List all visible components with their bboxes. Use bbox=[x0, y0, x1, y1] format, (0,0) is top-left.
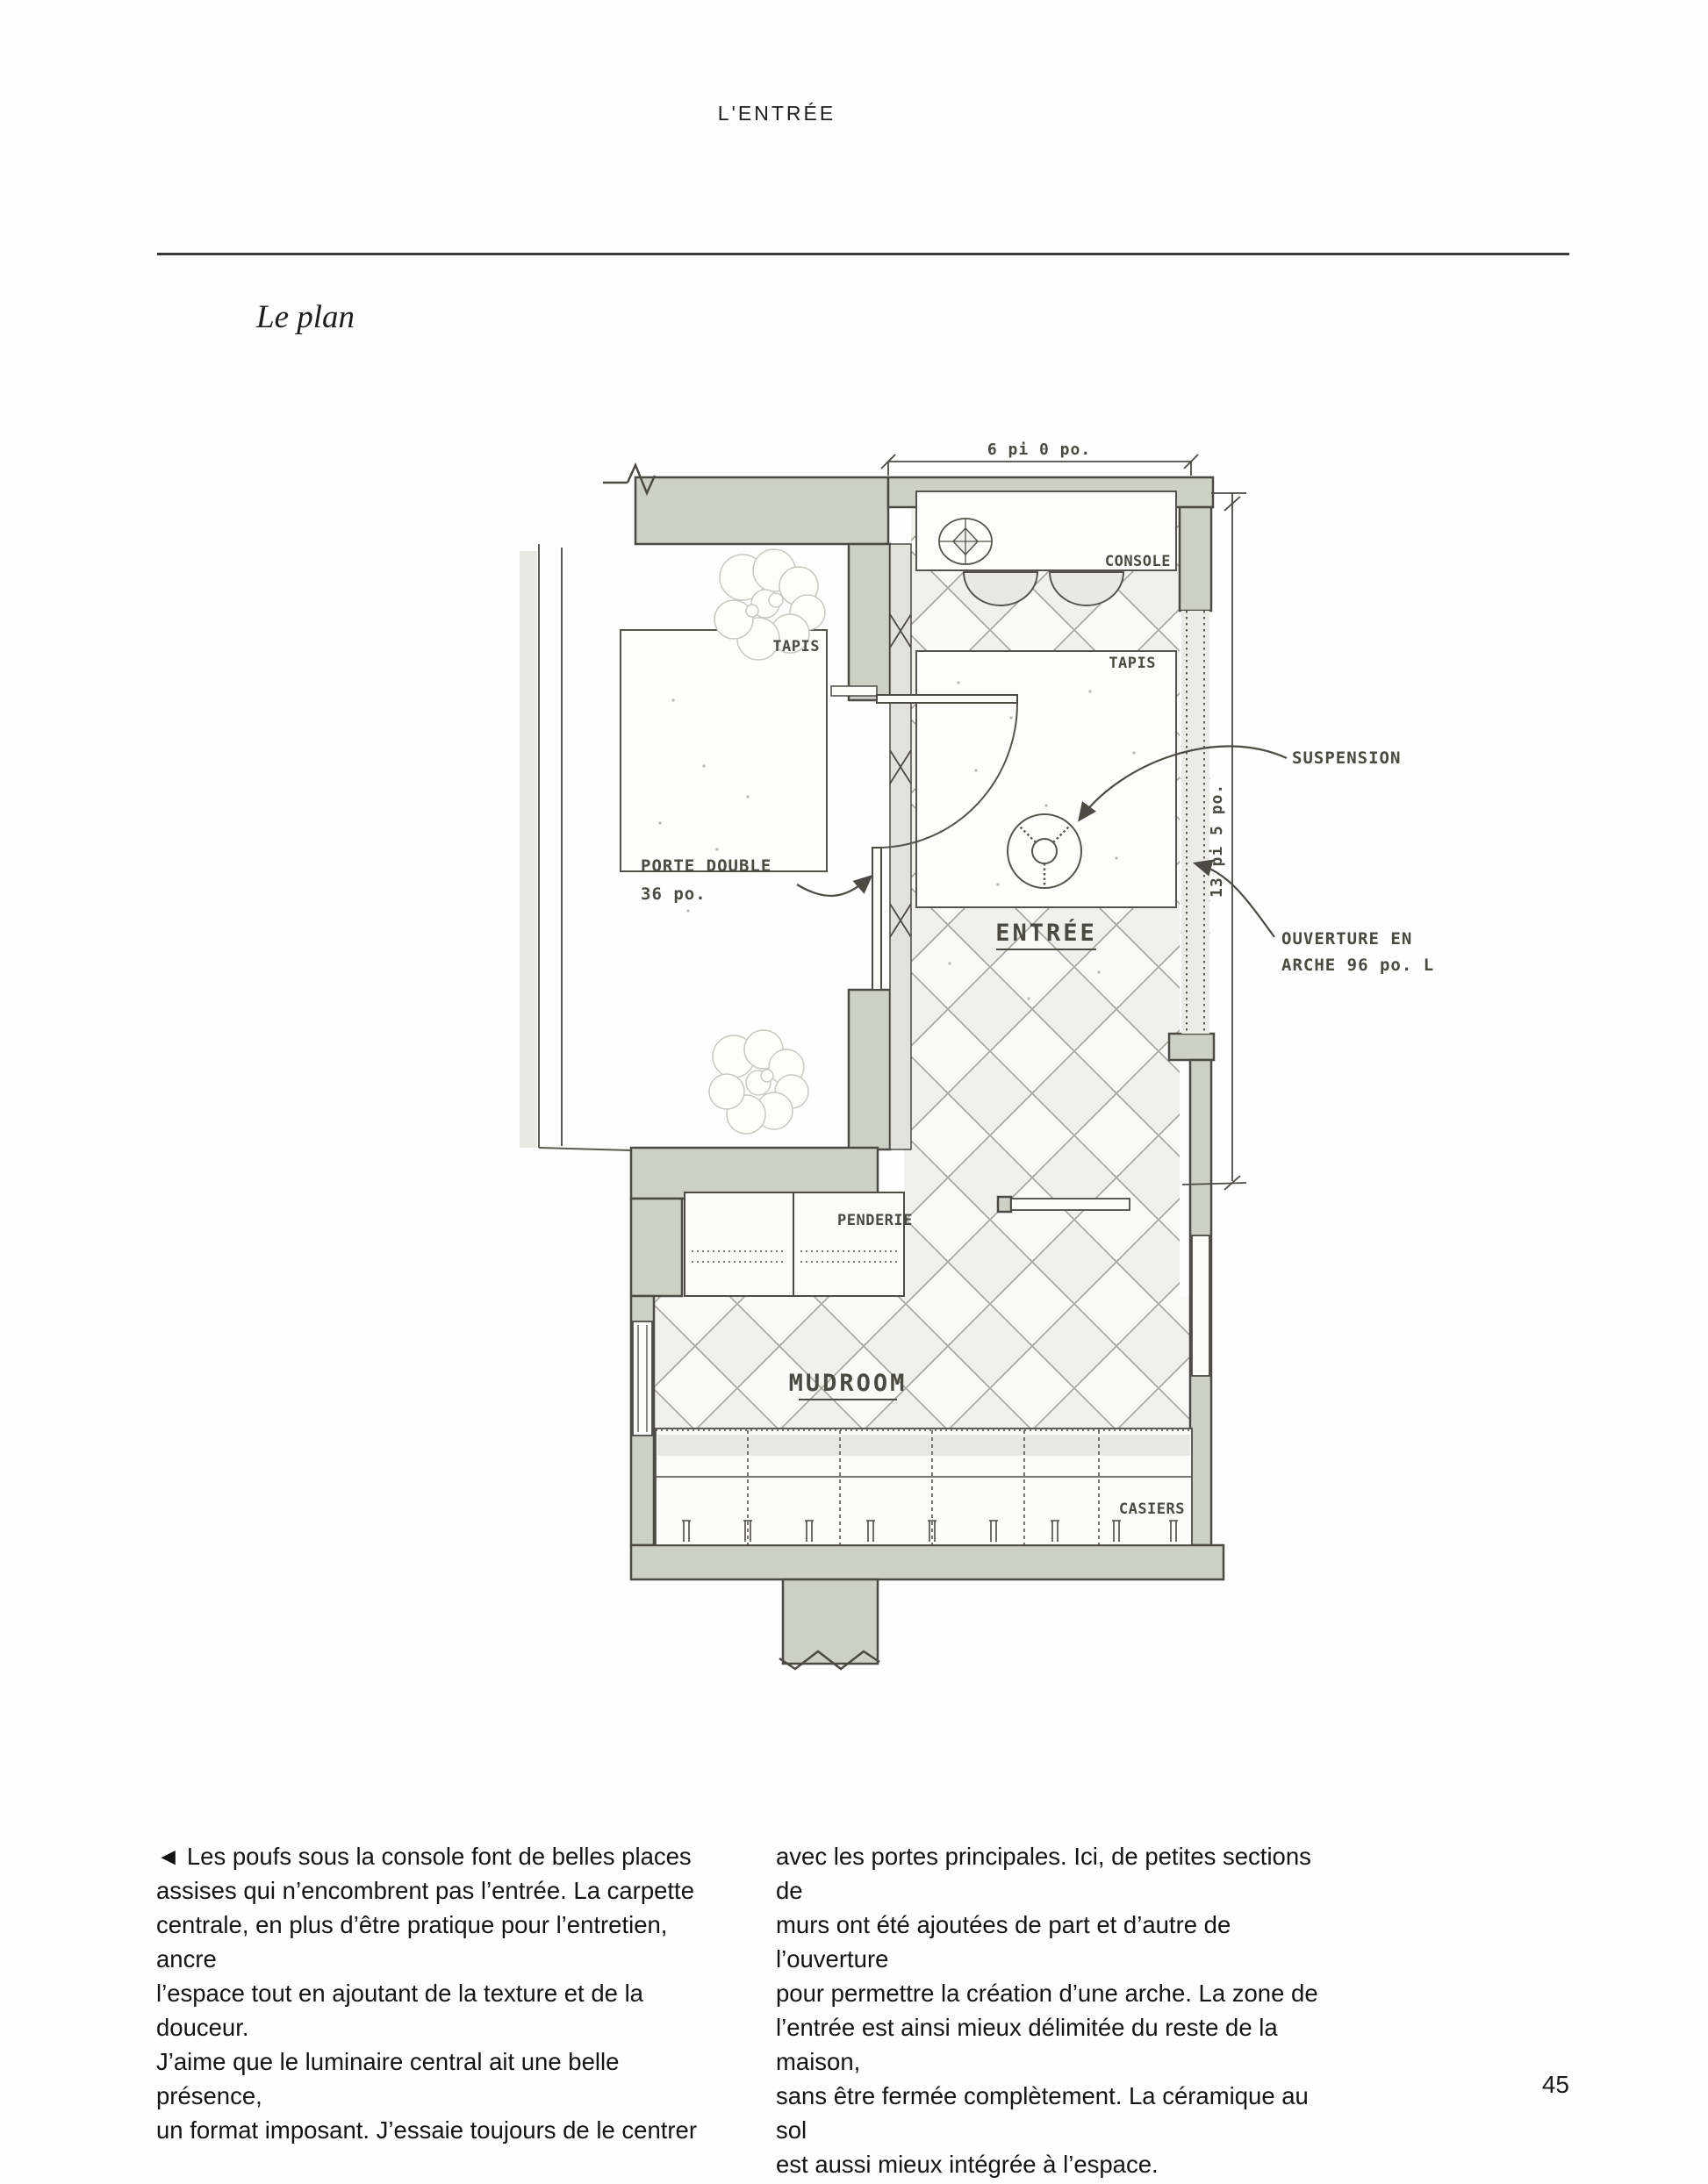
ouverture-label-1: OUVERTURE EN bbox=[1281, 929, 1413, 949]
caption-line: assises qui n’encombrent pas l’entrée. La carpette bbox=[156, 1877, 694, 1904]
caption-line: avec les portes principales. Ici, de petites sections de bbox=[776, 1843, 1311, 1904]
caption-left-column bbox=[156, 1839, 718, 2147]
porte-arrow bbox=[797, 877, 871, 896]
caption-line: un format imposant. J’essaie toujours de le centrer bbox=[156, 2116, 697, 2144]
caption-line: pour permettre la création d’une arche. La zone de bbox=[776, 1980, 1318, 2007]
caption-line: sans être fermée complètement. La céramique au sol bbox=[776, 2082, 1309, 2144]
dim-right-label: 13 pi 5 po. bbox=[1208, 783, 1226, 898]
wall-mid-upper bbox=[849, 544, 890, 700]
ouverture-label-2: ARCHE 96 po. L bbox=[1281, 956, 1435, 975]
wall-right-pier bbox=[1169, 1034, 1214, 1060]
wall-l-horizontal bbox=[631, 1148, 878, 1199]
wall-l-vertical bbox=[631, 1199, 682, 1296]
plant-bottom bbox=[709, 1030, 808, 1134]
page-number: 45 bbox=[1541, 2071, 1569, 2098]
header-rule bbox=[157, 253, 1569, 255]
console-label: CONSOLE bbox=[1104, 553, 1171, 570]
passage-header bbox=[1011, 1199, 1130, 1210]
suspension-label: SUSPENSION bbox=[1292, 748, 1402, 768]
door-leaf-closed bbox=[872, 848, 881, 990]
caption-line: l’entrée est ainsi mieux délimitée du reste de la maison, bbox=[776, 2014, 1278, 2075]
porch-shadow bbox=[520, 551, 537, 1148]
caption-line: est aussi mieux intégrée à l’espace. bbox=[776, 2151, 1159, 2178]
tapis-porch-label: TAPIS bbox=[772, 638, 820, 655]
suspension-light bbox=[1008, 814, 1081, 888]
caption-line: ◄ Les poufs sous la console font de belles places bbox=[156, 1843, 692, 1870]
caption-right-column bbox=[776, 1839, 1338, 2181]
penderie-closet bbox=[685, 1192, 904, 1296]
wall-mid-lower bbox=[849, 990, 890, 1149]
caption-line: J’aime que le luminaire central ait une belle présence, bbox=[156, 2048, 620, 2109]
entree-label: ENTRÉE bbox=[995, 920, 1097, 947]
floor-plan-sketch bbox=[484, 419, 1485, 1718]
door-leaf-open bbox=[877, 695, 1017, 703]
section-title: Le plan bbox=[256, 299, 355, 335]
cased-opening-right bbox=[1192, 1235, 1209, 1376]
porte-label-1: PORTE DOUBLE bbox=[641, 856, 772, 876]
caption-line: centrale, en plus d’être pratique pour l’entretien, ancre bbox=[156, 1911, 668, 1973]
casiers-bench bbox=[656, 1429, 1192, 1545]
wall-porch-top bbox=[635, 477, 888, 544]
tapis-hall-label: TAPIS bbox=[1109, 655, 1156, 672]
penderie-label: PENDERIE bbox=[837, 1212, 913, 1229]
caption-line: murs ont été ajoutées de part et d’autre de l’ouverture bbox=[776, 1911, 1231, 1973]
caption-line: l’espace tout en ajoutant de la texture et de la douceur. bbox=[156, 1980, 643, 2041]
dim-top-label: 6 pi 0 po. bbox=[987, 440, 1092, 459]
floor-plan bbox=[484, 419, 1485, 1718]
mudroom-label: MUDROOM bbox=[788, 1370, 908, 1397]
porch-edge-lines bbox=[539, 544, 631, 1150]
wall-bottom bbox=[631, 1545, 1224, 1579]
page-header: L'ENTRÉE bbox=[717, 102, 836, 125]
porte-label-2: 36 po. bbox=[641, 884, 707, 904]
arch-wash bbox=[1181, 611, 1209, 1034]
porch-rug bbox=[621, 630, 827, 871]
casiers-label: CASIERS bbox=[1118, 1500, 1185, 1518]
wall-passage-pier bbox=[998, 1197, 1011, 1212]
wall-console-right bbox=[1180, 507, 1211, 611]
